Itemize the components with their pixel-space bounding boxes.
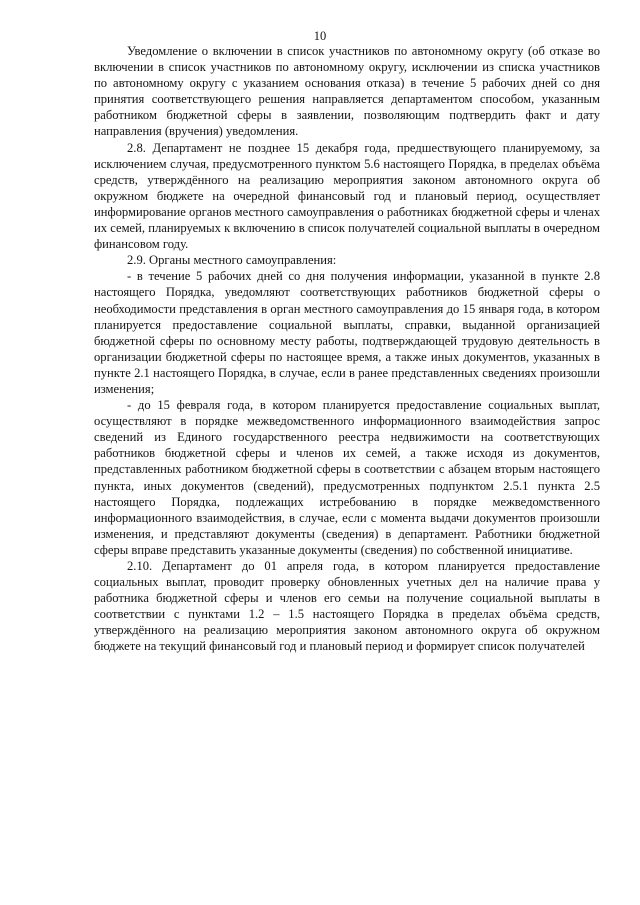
page-number: 10 [313, 29, 327, 43]
paragraph-2-9-item-1: - в течение 5 рабочих дней со дня получения информации, указанной в пункте 2.8 настоящего Порядка, уведомляют соответствующих работников бюджетной сферы о необходимости представления в орган местного самоуправления до 15 января года, в котором планируется предоставление социальной выплаты, справки, выданной организацией бюджетной сферы по основному месту работы, подтверждающей трудовую деятельность в организации бюджетной сферы по настоящее время, а также иных документов, указанных в пункте 2.1 настоящего Порядка, в случае, если в ранее представленных сведениях произошли изменения; [94, 269, 600, 396]
paragraph-notification: Уведомление о включении в список участников по автономному округу (об отказе во включении в список участников по автономному округу, исключении из списка участников по автономному округу с указанием основания отказа) в течение 5 рабочих дней со дня принятия соответствующего решения направляется департаментом способом, указанным работником бюджетной сферы в заявлении, позволяющим подтвердить факт и дату направления (вручения) уведомления. [94, 44, 600, 139]
document-body [94, 43, 600, 655]
paragraph-2-10: 2.10. Департамент до 01 апреля года, в котором планируется предоставление социальных выплат, проводит проверку обновленных учетных дел на наличие права у работника бюджетной сферы и членов его семьи на получение социальной выплаты в соответствии с пунктами 1.2 – 1.5 настоящего Порядка в пределах объёма средств, утверждённого на реализацию мероприятия законом автономного округа об окружном бюджете на текущий финансовый год и плановый период и формирует список получателей [94, 559, 600, 654]
paragraph-2-9-heading: 2.9. Органы местного самоуправления: [127, 253, 337, 268]
paragraph-2-9-item-2: - до 15 февраля года, в котором планируется предоставление социальных выплат, осуществляют в порядке межведомственного информационного взаимодействия запрос сведений из Единого государственного реестра недвижимости на соответствующих работников бюджетной сферы и членов их семей, а также исходя из документов, представленных работником бюджетной сферы в соответствии с абзацем вторым настоящего пункта, иных документов (сведений), предусмотренных подпунктом 2.5.1 пункта 2.5 настоящего Порядка, подлежащих истребованию в порядке межведомственного информационного взаимодействия, в случае, если с момента выдачи документов произошли изменения, и представляют документы (сведения) в департамент. Работники бюджетной сферы вправе представить указанные документы (сведения) по собственной инициативе. [94, 398, 600, 557]
paragraph-2-8: 2.8. Департамент не позднее 15 декабря года, предшествующего планируемому, за исключением случая, предусмотренного пунктом 5.6 настоящего Порядка, в пределах объёма средств, утверждённого на реализацию мероприятия законом автономного округа об окружном бюджете на очередной финансовый год и плановый период, осуществляет информирование органов местного самоуправления о работниках бюджетной сферы и членах их семей, планируемых к включению в список получателей социальной выплаты в очередном финансовом году. [94, 140, 600, 252]
